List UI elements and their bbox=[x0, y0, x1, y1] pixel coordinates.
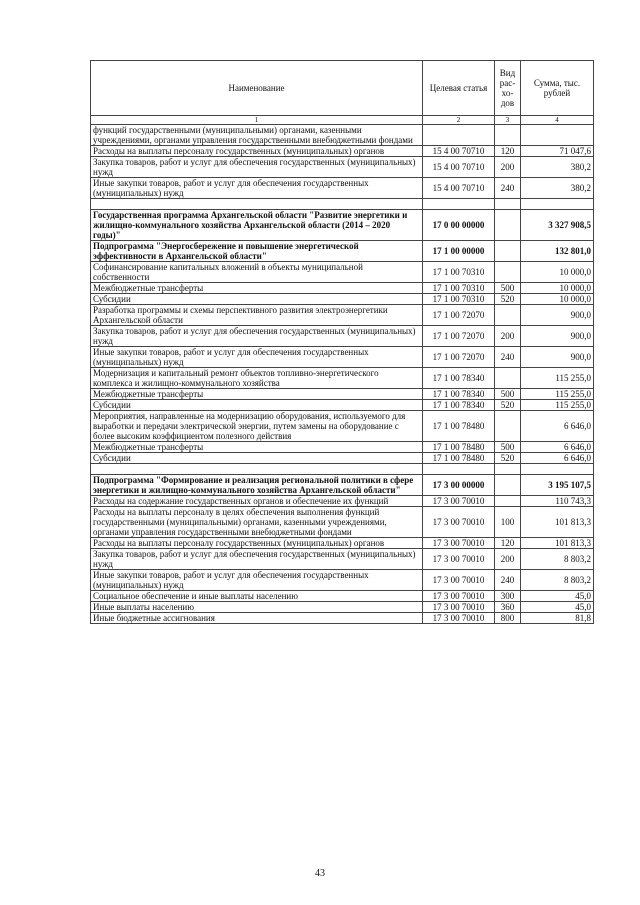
row-vid-cell: 200 bbox=[495, 549, 521, 570]
table-row bbox=[91, 125, 594, 146]
row-vid-cell: 240 bbox=[495, 178, 521, 199]
table-row bbox=[91, 146, 594, 157]
row-name-cell: Расходы на выплаты персоналу государственных (муниципальных) органов bbox=[91, 146, 423, 157]
row-vid-cell: 300 bbox=[495, 591, 521, 602]
row-name-cell: функций государственными (муниципальными) органами, казенными учреждениями, органами управления государственными внебюджетными фондами bbox=[91, 125, 423, 146]
row-name-cell: Расходы на выплаты персоналу государственных (муниципальных) органов bbox=[91, 538, 423, 549]
table-row bbox=[91, 613, 594, 624]
row-name-cell: Модернизация и капитальный ремонт объектов топливно-энергетического комплекса и жилищно-коммунального хозяйства bbox=[91, 368, 423, 389]
row-code-cell bbox=[423, 199, 495, 210]
table-row bbox=[91, 496, 594, 507]
row-vid-cell: 800 bbox=[495, 613, 521, 624]
table-row bbox=[91, 591, 594, 602]
row-code-cell: 17 3 00 00000 bbox=[423, 475, 495, 496]
column-number-row bbox=[91, 116, 594, 125]
row-name-cell: Иные бюджетные ассигнования bbox=[91, 613, 423, 624]
row-name-cell: Межбюджетные трансферты bbox=[91, 283, 423, 294]
row-sum-cell: 101 813,3 bbox=[521, 538, 594, 549]
row-sum-cell: 110 743,3 bbox=[521, 496, 594, 507]
row-vid-cell bbox=[495, 241, 521, 262]
row-name-cell: Разработка программы и схемы перспективного развития электроэнергетики Архангельской области bbox=[91, 305, 423, 326]
row-sum-cell bbox=[521, 125, 594, 146]
row-code-cell: 17 3 00 70010 bbox=[423, 602, 495, 613]
row-vid-cell: 200 bbox=[495, 326, 521, 347]
row-name-cell: Субсидии bbox=[91, 400, 423, 411]
col-number: 1 bbox=[91, 116, 423, 125]
row-vid-cell: 120 bbox=[495, 146, 521, 157]
header-vid: Вид рас-хо-дов bbox=[495, 61, 521, 116]
row-code-cell: 17 1 00 72070 bbox=[423, 305, 495, 326]
row-sum-cell: 3 327 908,5 bbox=[521, 210, 594, 241]
row-vid-cell: 500 bbox=[495, 389, 521, 400]
row-sum-cell: 81,8 bbox=[521, 613, 594, 624]
table-row bbox=[91, 326, 594, 347]
row-name-cell: Расходы на выплаты персоналу в целях обеспечения выполнения функций государственными (муниципальными) органами, казенными учреждениями, органами управления государственными внебюджетными фондами bbox=[91, 507, 423, 538]
row-name-cell: Подпрограмма "Энергосбережение и повышение энергетической эффективности в Архангельской области" bbox=[91, 241, 423, 262]
row-sum-cell: 6 646,0 bbox=[521, 442, 594, 453]
row-name-cell bbox=[91, 464, 423, 475]
row-code-cell: 15 4 00 70710 bbox=[423, 157, 495, 178]
row-name-cell: Субсидии bbox=[91, 453, 423, 464]
row-name-cell: Подпрограмма "Формирование и реализация региональной политики в сфере энергетики и жилищно-коммунального хозяйства Архангельской области" bbox=[91, 475, 423, 496]
row-code-cell: 15 4 00 70710 bbox=[423, 178, 495, 199]
row-sum-cell: 45,0 bbox=[521, 591, 594, 602]
row-sum-cell: 132 801,0 bbox=[521, 241, 594, 262]
row-name-cell: Иные закупки товаров, работ и услуг для обеспечения государственных (муниципальных) нужд bbox=[91, 570, 423, 591]
row-name-cell: Межбюджетные трансферты bbox=[91, 389, 423, 400]
row-code-cell: 17 1 00 78480 bbox=[423, 442, 495, 453]
table-row bbox=[91, 157, 594, 178]
row-vid-cell: 520 bbox=[495, 453, 521, 464]
table-row bbox=[91, 442, 594, 453]
row-sum-cell: 115 255,0 bbox=[521, 368, 594, 389]
table-row bbox=[91, 262, 594, 283]
row-code-cell: 17 1 00 78340 bbox=[423, 400, 495, 411]
row-code-cell: 17 3 00 70010 bbox=[423, 570, 495, 591]
row-code-cell: 17 3 00 70010 bbox=[423, 591, 495, 602]
row-code-cell: 17 1 00 00000 bbox=[423, 241, 495, 262]
row-name-cell: Иные закупки товаров, работ и услуг для обеспечения государственных (муниципальных) нужд bbox=[91, 178, 423, 199]
table-row bbox=[91, 602, 594, 613]
row-name-cell: Иные закупки товаров, работ и услуг для обеспечения государственных (муниципальных) нужд bbox=[91, 347, 423, 368]
row-sum-cell: 10 000,0 bbox=[521, 294, 594, 305]
row-sum-cell: 10 000,0 bbox=[521, 283, 594, 294]
row-sum-cell bbox=[521, 199, 594, 210]
table-row bbox=[91, 549, 594, 570]
row-code-cell: 17 1 00 72070 bbox=[423, 326, 495, 347]
row-sum-cell: 115 255,0 bbox=[521, 400, 594, 411]
row-code-cell: 17 1 00 78340 bbox=[423, 368, 495, 389]
row-vid-cell: 360 bbox=[495, 602, 521, 613]
table-header-row bbox=[91, 61, 594, 116]
row-code-cell: 17 1 00 78340 bbox=[423, 389, 495, 400]
row-vid-cell bbox=[495, 411, 521, 442]
table-row-spacer bbox=[91, 464, 594, 475]
row-code-cell: 17 3 00 70010 bbox=[423, 538, 495, 549]
row-sum-cell bbox=[521, 464, 594, 475]
row-sum-cell: 8 803,2 bbox=[521, 549, 594, 570]
header-code: Целевая статья bbox=[423, 61, 495, 116]
row-vid-cell: 200 bbox=[495, 157, 521, 178]
table-row bbox=[91, 178, 594, 199]
row-name-cell: Социальное обеспечение и иные выплаты населению bbox=[91, 591, 423, 602]
row-code-cell: 17 1 00 70310 bbox=[423, 294, 495, 305]
row-name-cell: Мероприятия, направленные на модернизацию оборудования, используемого для выработки и передачи электрической энергии, путем замены на оборудование с более высоким коэффициентом полезного действия bbox=[91, 411, 423, 442]
table-row bbox=[91, 400, 594, 411]
row-name-cell: Субсидии bbox=[91, 294, 423, 305]
row-name-cell: Закупка товаров, работ и услуг для обеспечения государственных (муниципальных) нужд bbox=[91, 326, 423, 347]
row-sum-cell: 3 195 107,5 bbox=[521, 475, 594, 496]
row-code-cell bbox=[423, 125, 495, 146]
row-code-cell: 17 3 00 70010 bbox=[423, 496, 495, 507]
row-vid-cell bbox=[495, 199, 521, 210]
row-name-cell: Закупка товаров, работ и услуг для обеспечения государственных (муниципальных) нужд bbox=[91, 549, 423, 570]
row-sum-cell: 6 646,0 bbox=[521, 453, 594, 464]
row-vid-cell: 120 bbox=[495, 538, 521, 549]
row-name-cell: Государственная программа Архангельской области "Развитие энергетики и жилищно-коммунального хозяйства Архангельской области (2014 – 2020 годы)" bbox=[91, 210, 423, 241]
row-sum-cell: 900,0 bbox=[521, 305, 594, 326]
row-name-cell: Иные выплаты населению bbox=[91, 602, 423, 613]
row-vid-cell: 240 bbox=[495, 347, 521, 368]
table-row bbox=[91, 347, 594, 368]
table-body bbox=[91, 125, 594, 624]
row-vid-cell: 100 bbox=[495, 507, 521, 538]
budget-table bbox=[90, 60, 594, 624]
row-code-cell: 17 1 00 78480 bbox=[423, 453, 495, 464]
row-name-cell: Расходы на содержание государственных органов и обеспечение их функций bbox=[91, 496, 423, 507]
row-code-cell bbox=[423, 464, 495, 475]
table-row bbox=[91, 507, 594, 538]
row-sum-cell: 380,2 bbox=[521, 157, 594, 178]
row-name-cell: Межбюджетные трансферты bbox=[91, 442, 423, 453]
row-code-cell: 17 1 00 70310 bbox=[423, 283, 495, 294]
table-row bbox=[91, 411, 594, 442]
table-row bbox=[91, 475, 594, 496]
row-code-cell: 17 3 00 70010 bbox=[423, 549, 495, 570]
row-sum-cell: 10 000,0 bbox=[521, 262, 594, 283]
row-vid-cell bbox=[495, 368, 521, 389]
row-vid-cell: 520 bbox=[495, 294, 521, 305]
row-vid-cell bbox=[495, 210, 521, 241]
row-vid-cell bbox=[495, 305, 521, 326]
table-row bbox=[91, 368, 594, 389]
row-vid-cell bbox=[495, 475, 521, 496]
row-sum-cell: 900,0 bbox=[521, 347, 594, 368]
row-code-cell: 17 1 00 78480 bbox=[423, 411, 495, 442]
header-sum: Сумма, тыс. рублей bbox=[521, 61, 594, 116]
page-number: 43 bbox=[315, 868, 325, 879]
row-code-cell: 15 4 00 70710 bbox=[423, 146, 495, 157]
table-row bbox=[91, 305, 594, 326]
table-row bbox=[91, 389, 594, 400]
row-code-cell: 17 1 00 70310 bbox=[423, 262, 495, 283]
row-vid-cell bbox=[495, 496, 521, 507]
table-row-spacer bbox=[91, 199, 594, 210]
row-sum-cell: 115 255,0 bbox=[521, 389, 594, 400]
row-sum-cell: 8 803,2 bbox=[521, 570, 594, 591]
row-code-cell: 17 3 00 70010 bbox=[423, 507, 495, 538]
table-row bbox=[91, 210, 594, 241]
col-number: 3 bbox=[495, 116, 521, 125]
row-vid-cell bbox=[495, 262, 521, 283]
row-vid-cell: 500 bbox=[495, 283, 521, 294]
row-vid-cell: 520 bbox=[495, 400, 521, 411]
table-row bbox=[91, 538, 594, 549]
row-code-cell: 17 3 00 70010 bbox=[423, 613, 495, 624]
row-name-cell bbox=[91, 199, 423, 210]
row-sum-cell: 900,0 bbox=[521, 326, 594, 347]
col-number: 4 bbox=[521, 116, 594, 125]
row-vid-cell bbox=[495, 125, 521, 146]
row-name-cell: Закупка товаров, работ и услуг для обеспечения государственных (муниципальных) нужд bbox=[91, 157, 423, 178]
row-sum-cell: 45,0 bbox=[521, 602, 594, 613]
row-code-cell: 17 0 00 00000 bbox=[423, 210, 495, 241]
row-vid-cell: 500 bbox=[495, 442, 521, 453]
row-code-cell: 17 1 00 72070 bbox=[423, 347, 495, 368]
col-number: 2 bbox=[423, 116, 495, 125]
table-row bbox=[91, 241, 594, 262]
row-sum-cell: 6 646,0 bbox=[521, 411, 594, 442]
row-name-cell: Софинансирование капитальных вложений в объекты муниципальной собственности bbox=[91, 262, 423, 283]
row-sum-cell: 101 813,3 bbox=[521, 507, 594, 538]
row-vid-cell: 240 bbox=[495, 570, 521, 591]
header-name: Наименование bbox=[91, 61, 423, 116]
row-sum-cell: 380,2 bbox=[521, 178, 594, 199]
table-row bbox=[91, 570, 594, 591]
table-row bbox=[91, 453, 594, 464]
row-vid-cell bbox=[495, 464, 521, 475]
table-row bbox=[91, 283, 594, 294]
table-row bbox=[91, 294, 594, 305]
row-sum-cell: 71 047,6 bbox=[521, 146, 594, 157]
